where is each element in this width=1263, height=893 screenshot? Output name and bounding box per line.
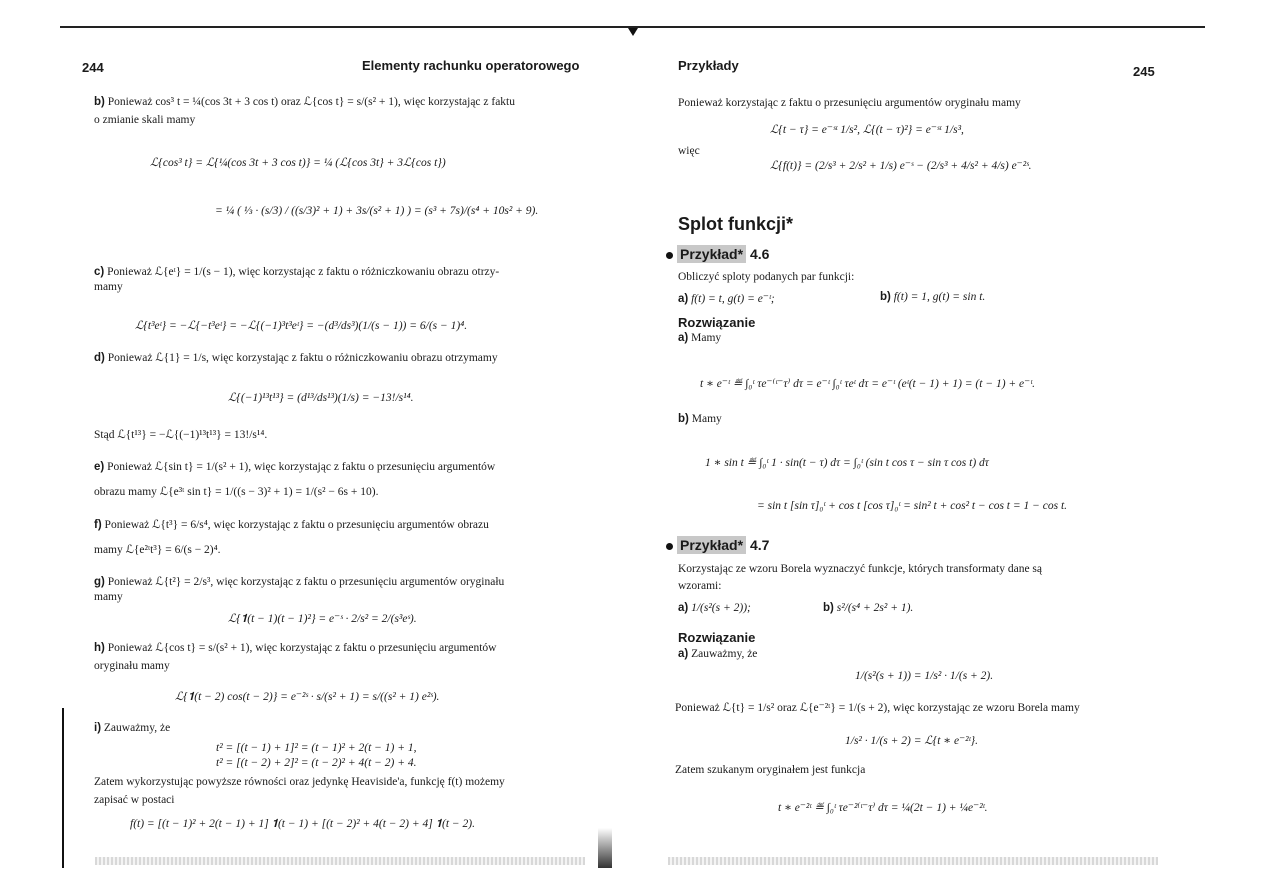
bottom-shading [668,857,1158,865]
equation: 1/(s²(s + 1)) = 1/s² · 1/(s + 2). [855,670,994,682]
equation: ℒ{t − τ} = e⁻ˢᵗ 1/s², ℒ{(t − τ)²} = e⁻ˢᵗ 1/s³, [770,124,964,136]
text-line: mamy [94,591,123,603]
bottom-shading [95,857,585,865]
section-title: Splot funkcji* [678,214,794,234]
text-line: Zatem wykorzystując powyższe równości oraz jedynkę Heaviside'a, funkcję f(t) możemy [94,776,505,788]
text-line: a) Zauważmy, że [678,648,758,660]
solution-heading: Rozwiązanie [678,315,756,330]
text-line: oryginału mamy [94,660,170,672]
text-line: b) s²/(s⁴ + 2s² + 1). [823,602,914,614]
text-line: b) Ponieważ cos³ t = ¼(cos 3t + 3 cos t) oraz ℒ{cos t} = s/(s² + 1), więc korzystając z faktu [94,96,516,108]
bullet-icon [666,252,673,259]
page-number: 245 [1133,64,1155,79]
equation: ℒ{f(t)} = (2/s³ + 2/s² + 1/s) e⁻ˢ − (2/s³ + 4/s² + 4/s) e⁻²ˢ. [770,160,1032,172]
text-line: Korzystając ze wzoru Borela wyznaczyć funkcje, których transformaty dane są [678,563,1043,575]
text-line: Ponieważ ℒ{t} = 1/s² oraz ℒ{e⁻²ᵗ} = 1/(s + 2), więc korzystając ze wzoru Borela mamy [675,702,1080,714]
text-line: c) Ponieważ ℒ{eᵗ} = 1/(s − 1), więc korzystając z faktu o różniczkowaniu obrazu otrzy- [94,266,500,278]
text-line: mamy [94,281,123,293]
running-head: Elementy rachunku operatorowego [362,58,580,73]
text-line: obrazu mamy ℒ{e³ᵗ sin t} = 1/((s − 3)² + 1) = 1/(s² − 6s + 10). [94,486,379,498]
text-line: więc [678,145,700,157]
equation: = sin t [sin τ]₀ᵗ + cos t [cos τ]₀ᵗ = sin² t + cos² t − cos t = 1 − cos t. [757,500,1068,512]
text-line: mamy ℒ{e²ᵗt³} = 6/(s − 2)⁴. [94,544,221,556]
equation: t² = [(t − 2) + 2]² = (t − 2)² + 4(t − 2) + 4. [216,757,417,769]
text-line: b) Mamy [678,413,722,425]
text-line: d) Ponieważ ℒ{1} = 1/s, więc korzystając z faktu o różniczkowaniu obrazu otrzymamy [94,352,498,364]
equation: t² = [(t − 1) + 1]² = (t − 1)² + 2(t − 1) + 1, [216,742,417,754]
text-line: a) 1/(s²(s + 2)); [678,602,751,614]
equation: 1 ∗ sin t ≝ ∫₀ᵗ 1 · sin(t − τ) dτ = ∫₀ᵗ (sin t cos τ − sin τ cos t) dτ [705,457,989,469]
scan-edge [62,708,64,868]
scan-artifact [598,828,612,868]
equation: ℒ{𝟏(t − 1)(t − 1)²} = e⁻ˢ · 2/s² = 2/(s³eˢ). [228,613,417,625]
text-line: wzorami: [678,580,722,592]
text-line: Stąd ℒ{t¹³} = −ℒ{(−1)¹³t¹³} = 13!/s¹⁴. [94,429,268,441]
equation: = ¼ ( ⅓ · (s/3) / ((s/3)² + 1) + 3s/(s² + 1) ) = (s³ + 7s)/(s⁴ + 10s² + 9). [215,205,539,217]
equation: ℒ{cos³ t} = ℒ{¼(cos 3t + 3 cos t)} = ¼ (ℒ{cos 3t} + 3ℒ{cos t}) [150,157,446,169]
text-line: f) Ponieważ ℒ{t³} = 6/s⁴, więc korzystając z faktu o przesunięciu argumentów obrazu [94,519,489,531]
text-line: Obliczyć sploty podanych par funkcji: [678,271,855,283]
equation: ℒ{t³eᵗ} = −ℒ{−t³eᵗ} = −ℒ{(−1)³t³eᵗ} = −(d³/ds³)(1/(s − 1)) = 6/(s − 1)⁴. [135,320,468,332]
text-line: h) Ponieważ ℒ{cos t} = s/(s² + 1), więc korzystając z faktu o przesunięciu argumentów [94,642,497,654]
equation: 1/s² · 1/(s + 2) = ℒ{t ∗ e⁻²ᵗ}. [845,735,979,747]
equation: f(t) = [(t − 1)² + 2(t − 1) + 1] 𝟏(t − 1) + [(t − 2)² + 4(t − 2) + 4] 𝟏(t − 2). [130,818,476,830]
equation: ℒ{𝟏(t − 2) cos(t − 2)} = e⁻²ˢ · s/(s² + 1) = s/((s² + 1) e²ˢ). [175,691,440,703]
text-line: i) Zauważmy, że [94,722,171,734]
gutter-marker [628,28,638,36]
example-heading: Przykład* 4.6 [666,246,769,262]
equation: ℒ{(−1)¹³t¹³} = (d¹³/ds¹³)(1/s) = −13!/s¹⁴. [228,392,414,404]
example-heading: Przykład* 4.7 [666,537,769,553]
bullet-icon [666,543,673,550]
text-line: a) f(t) = t, g(t) = e⁻ᵗ; [678,293,775,305]
text-line: o zmianie skali mamy [94,114,196,126]
text-line: g) Ponieważ ℒ{t²} = 2/s³, więc korzystając z faktu o przesunięciu argumentów oryginału [94,576,505,588]
equation: t ∗ e⁻²ᵗ ≝ ∫₀ᵗ τe⁻²⁽ᵗ⁻τ⁾ dτ = ¼(2t − 1) + ¼e⁻²ᵗ. [778,802,988,814]
solution-heading: Rozwiązanie [678,630,756,645]
text-line: e) Ponieważ ℒ{sin t} = 1/(s² + 1), więc korzystając z faktu o przesunięciu argumentów [94,461,496,473]
text-line: zapisać w postaci [94,794,175,806]
text-line: b) f(t) = 1, g(t) = sin t. [880,291,986,303]
page-number: 244 [82,60,104,75]
equation: t ∗ e⁻ᵗ ≝ ∫₀ᵗ τe⁻⁽ᵗ⁻τ⁾ dτ = e⁻ᵗ ∫₀ᵗ τeᵗ dτ = e⁻ᵗ (eᵗ(t − 1) + 1) = (t − 1) + e⁻ᵗ. [700,378,1036,390]
running-head: Przykłady [678,58,739,73]
text-line: Ponieważ korzystając z faktu o przesunięciu argumentów oryginału mamy [678,97,1021,109]
text-line: a) Mamy [678,332,722,344]
text-line: Zatem szukanym oryginałem jest funkcja [675,764,866,776]
